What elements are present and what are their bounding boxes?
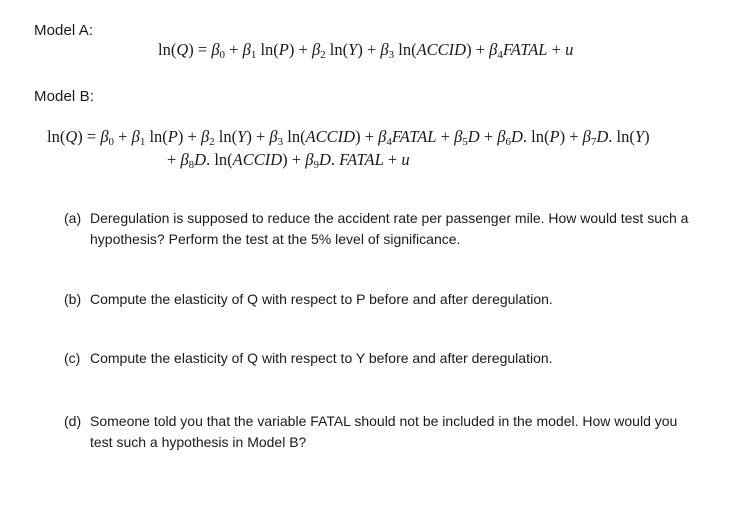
question-d-line1: Someone told you that the variable FATAL should not be included in the model. How would you — [90, 413, 678, 429]
question-d-tag: (d) — [64, 413, 82, 429]
model-b-equation-line1: $\ln(Q) = \beta_0 + \beta_1$ $\ln(P) + \beta_2$ $\ln(Y) + \beta_3$ ln(ACCID) + $\beta_4FATAL + \beta_5D + \beta_6D$. $\ln(P) + \beta_7D$. ln(Y) — [47, 127, 650, 148]
question-b-line1: Compute the elasticity of Q with respect to P before and after deregulation. — [90, 291, 553, 307]
question-b — [64, 289, 750, 311]
question-c-line1: Compute the elasticity of Q with respect to Y before and after deregulation. — [90, 350, 553, 366]
question-c-tag: (c) — [64, 350, 81, 366]
question-a-line1: Deregulation is supposed to reduce the accident rate per passenger mile. How would test such a — [90, 210, 689, 226]
model-a-label: Model A: — [34, 22, 94, 39]
question-a-tag: (a) — [64, 210, 82, 226]
question-c — [64, 348, 750, 370]
question-b-tag: (b) — [64, 291, 82, 307]
question-d-line2: test such a hypothesis in Model B? — [90, 434, 307, 450]
question-a — [64, 208, 750, 252]
model-a-equation: $\ln(Q) = \beta_0 + \beta_1$ $\ln(P) + \beta_2$ $\ln(Y) + \beta_3$ ln(ACCID) + $\beta_4FATAL + u$ — [158, 40, 574, 61]
model-b-label: Model B: — [34, 88, 94, 105]
question-d — [64, 411, 750, 455]
model-b-equation-line2: + $\beta_8D$. ln(ACCID) + $\beta_9D$. FATAL + u — [167, 150, 410, 171]
question-a-line2: hypothesis? Perform the test at the 5% level of significance. — [90, 231, 461, 247]
